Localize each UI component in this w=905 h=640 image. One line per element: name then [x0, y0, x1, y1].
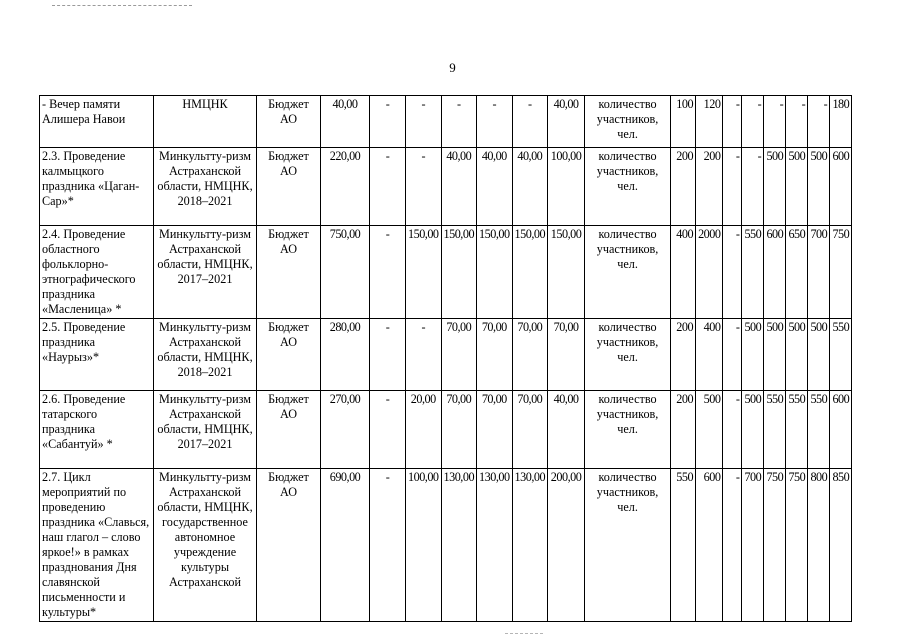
page-number: 9	[449, 60, 456, 75]
table-row	[40, 469, 852, 622]
indicator-value-cell: 550	[808, 391, 830, 469]
total-amount-cell: 270,00	[321, 391, 370, 469]
indicator-value-cell: 500	[808, 148, 830, 226]
event-cell: 2.6. Проведение татарского праздника «Сабантуй» *	[40, 391, 154, 469]
indicator-cell: количество участников, чел.	[585, 469, 671, 622]
funding-source-cell: Бюджет АО	[257, 469, 321, 622]
year-amount-cell: 40,00	[441, 148, 477, 226]
funding-source-cell: Бюджет АО	[257, 148, 321, 226]
indicator-value-cell: 2000	[696, 226, 723, 319]
year-amount-cell: 40,00	[512, 148, 548, 226]
indicator-value-cell: -	[723, 96, 742, 148]
indicator-value-cell: -	[786, 96, 808, 148]
footer-scan-mark	[505, 633, 543, 634]
indicator-value-cell: 500	[742, 391, 764, 469]
indicator-value-cell: 100	[671, 96, 696, 148]
year-amount-cell: 150,00	[548, 226, 585, 319]
event-cell: - Вечер памяти Алишера Навои	[40, 96, 154, 148]
indicator-value-cell: -	[723, 148, 742, 226]
year-amount-cell: 150,00	[406, 226, 442, 319]
total-amount-cell: 220,00	[321, 148, 370, 226]
funding-source-cell: Бюджет АО	[257, 226, 321, 319]
year-amount-cell: -	[370, 391, 406, 469]
table-row	[40, 96, 852, 148]
indicator-value-cell: 500	[742, 319, 764, 391]
year-amount-cell: -	[406, 148, 442, 226]
indicator-value-cell: 120	[696, 96, 723, 148]
table-row	[40, 148, 852, 226]
year-amount-cell: 200,00	[548, 469, 585, 622]
table-row	[40, 319, 852, 391]
indicator-value-cell: 500	[786, 319, 808, 391]
year-amount-cell: 70,00	[477, 391, 513, 469]
indicator-value-cell: -	[764, 96, 786, 148]
year-amount-cell: -	[441, 96, 477, 148]
indicator-cell: количество участников, чел.	[585, 319, 671, 391]
year-amount-cell: -	[512, 96, 548, 148]
indicator-value-cell: 550	[764, 391, 786, 469]
funding-source-cell: Бюджет АО	[257, 96, 321, 148]
year-amount-cell: 70,00	[548, 319, 585, 391]
event-cell: 2.5. Проведение праздника «Наурыз»*	[40, 319, 154, 391]
indicator-value-cell: -	[723, 226, 742, 319]
table-row	[40, 226, 852, 319]
total-amount-cell: 750,00	[321, 226, 370, 319]
year-amount-cell: 70,00	[512, 391, 548, 469]
header-scan-line	[52, 5, 192, 6]
indicator-value-cell: 500	[786, 148, 808, 226]
executor-cell: Минкультту-ризм Астраханской области, НМЦНК, 2018–2021	[154, 148, 257, 226]
year-amount-cell: 70,00	[512, 319, 548, 391]
funding-source-cell: Бюджет АО	[257, 391, 321, 469]
indicator-value-cell: 200	[671, 148, 696, 226]
indicator-value-cell: -	[723, 469, 742, 622]
funding-source-cell: Бюджет АО	[257, 319, 321, 391]
indicator-value-cell: 700	[742, 469, 764, 622]
indicator-value-cell: 550	[671, 469, 696, 622]
year-amount-cell: -	[370, 226, 406, 319]
executor-cell: НМЦНК	[154, 96, 257, 148]
table-row	[40, 391, 852, 469]
indicator-value-cell: 550	[786, 391, 808, 469]
year-amount-cell: 130,00	[441, 469, 477, 622]
indicator-value-cell: -	[808, 96, 830, 148]
indicator-cell: количество участников, чел.	[585, 96, 671, 148]
year-amount-cell: -	[406, 96, 442, 148]
event-cell: 2.7. Цикл мероприятий по проведению праздника «Славься, наш глагол – слово яркое!» в рамках празднования Дня славянской письменности и культуры*	[40, 469, 154, 622]
year-amount-cell: 100,00	[406, 469, 442, 622]
year-amount-cell: 150,00	[441, 226, 477, 319]
indicator-value-cell: 750	[786, 469, 808, 622]
year-amount-cell: 70,00	[441, 391, 477, 469]
event-cell: 2.4. Проведение областного фольклорно-этнографического праздника «Масленица» *	[40, 226, 154, 319]
year-amount-cell: -	[370, 148, 406, 226]
year-amount-cell: -	[370, 96, 406, 148]
indicator-value-cell: -	[723, 319, 742, 391]
total-amount-cell: 40,00	[321, 96, 370, 148]
indicator-value-cell: 500	[696, 391, 723, 469]
indicator-value-cell: 550	[830, 319, 852, 391]
indicator-value-cell: 600	[764, 226, 786, 319]
event-cell: 2.3. Проведение калмыцкого праздника «Цаган-Сар»*	[40, 148, 154, 226]
year-amount-cell: 150,00	[512, 226, 548, 319]
year-amount-cell: 20,00	[406, 391, 442, 469]
indicator-value-cell: 600	[830, 148, 852, 226]
indicator-value-cell: 750	[830, 226, 852, 319]
indicator-value-cell: -	[742, 96, 764, 148]
indicator-value-cell: 500	[764, 148, 786, 226]
year-amount-cell: 150,00	[477, 226, 513, 319]
year-amount-cell: 40,00	[548, 391, 585, 469]
year-amount-cell: -	[370, 469, 406, 622]
indicator-value-cell: 180	[830, 96, 852, 148]
year-amount-cell: 130,00	[512, 469, 548, 622]
indicator-value-cell: 600	[696, 469, 723, 622]
indicator-value-cell: 400	[671, 226, 696, 319]
indicator-value-cell: 200	[696, 148, 723, 226]
year-amount-cell: 100,00	[548, 148, 585, 226]
indicator-value-cell: 500	[764, 319, 786, 391]
executor-cell: Минкультту-ризм Астраханской области, НМЦНК, 2017–2021	[154, 391, 257, 469]
indicator-value-cell: 800	[808, 469, 830, 622]
year-amount-cell: 40,00	[477, 148, 513, 226]
executor-cell: Минкультту-ризм Астраханской области, НМЦНК, 2017–2021	[154, 226, 257, 319]
indicator-value-cell: 400	[696, 319, 723, 391]
year-amount-cell: 130,00	[477, 469, 513, 622]
executor-cell: Минкультту-ризм Астраханской области, НМЦНК, государственное автономное учреждение культуры Астраханской	[154, 469, 257, 622]
program-table	[39, 95, 852, 622]
indicator-value-cell: 850	[830, 469, 852, 622]
indicator-value-cell: 750	[764, 469, 786, 622]
indicator-value-cell: 200	[671, 319, 696, 391]
indicator-value-cell: 650	[786, 226, 808, 319]
indicator-value-cell: 700	[808, 226, 830, 319]
year-amount-cell: -	[406, 319, 442, 391]
year-amount-cell: 70,00	[441, 319, 477, 391]
indicator-value-cell: -	[723, 391, 742, 469]
year-amount-cell: 70,00	[477, 319, 513, 391]
indicator-cell: количество участников, чел.	[585, 391, 671, 469]
total-amount-cell: 690,00	[321, 469, 370, 622]
year-amount-cell: -	[370, 319, 406, 391]
year-amount-cell: -	[477, 96, 513, 148]
executor-cell: Минкультту-ризм Астраханской области, НМЦНК, 2018–2021	[154, 319, 257, 391]
indicator-value-cell: -	[742, 148, 764, 226]
indicator-value-cell: 600	[830, 391, 852, 469]
indicator-cell: количество участников, чел.	[585, 148, 671, 226]
year-amount-cell: 40,00	[548, 96, 585, 148]
indicator-value-cell: 550	[742, 226, 764, 319]
total-amount-cell: 280,00	[321, 319, 370, 391]
indicator-value-cell: 200	[671, 391, 696, 469]
indicator-value-cell: 500	[808, 319, 830, 391]
indicator-cell: количество участников, чел.	[585, 226, 671, 319]
